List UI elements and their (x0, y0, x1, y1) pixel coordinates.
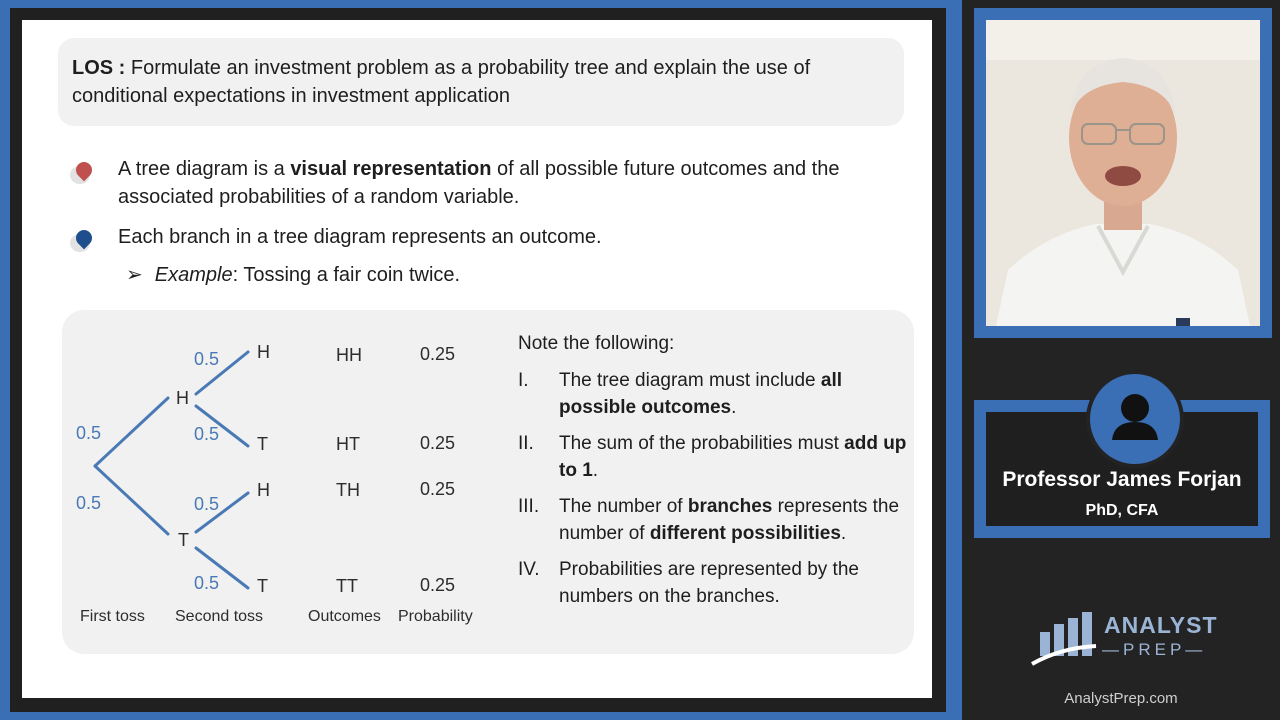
leaf-label: H (257, 342, 270, 362)
los-box (58, 38, 904, 126)
leaf-label: T (257, 576, 268, 596)
los-label: LOS : (72, 57, 126, 79)
probability-value: 0.25 (420, 479, 456, 499)
note-bold-text: branches (687, 496, 773, 517)
note-text: The number of (559, 496, 688, 517)
column-label-second-toss: Second toss (175, 608, 264, 625)
note-text: Probabilities are represented by the numbers on the branches. (559, 559, 859, 607)
column-label-first-toss: First toss (80, 608, 145, 625)
logo-text: ANALYST (1104, 612, 1218, 638)
node-label: H (176, 388, 189, 408)
branch-line (95, 466, 168, 534)
bullet-bold: visual representation (290, 158, 492, 180)
prob-label: 0.5 (194, 424, 220, 444)
presenter-video-frame (974, 8, 1272, 338)
note-text: . (840, 523, 847, 544)
example-label: Example (154, 264, 233, 286)
column-label-probability: Probability (398, 608, 473, 625)
prob-label: 0.5 (76, 493, 102, 513)
leaf-label: T (257, 434, 268, 454)
bullet-tree-definition (118, 155, 908, 211)
probability-value: 0.25 (420, 575, 456, 595)
note-text: The tree diagram must include (559, 370, 821, 391)
note-bold-text: different possibilities (649, 523, 841, 544)
note-text: The sum of the probabilities must (559, 433, 845, 454)
bullet-text: Each branch in a tree diagram represents an outcome. (118, 226, 602, 248)
note-item (518, 367, 910, 421)
note-bold-text: add up to 1 (559, 433, 907, 481)
bullet-text: A tree diagram is a (118, 158, 291, 180)
name-card-inner (986, 412, 1258, 526)
notes-list (518, 330, 910, 619)
logo-bars-icon (1030, 606, 1100, 670)
site-url: AnalystPrep.com (1064, 690, 1178, 707)
bullet-branch (118, 223, 602, 251)
note-item (518, 493, 910, 547)
prob-label: 0.5 (194, 349, 220, 369)
prob-label: 0.5 (194, 494, 220, 514)
column-label-outcomes: Outcomes (308, 608, 381, 625)
note-text: . (592, 460, 599, 481)
slide (22, 20, 932, 698)
los-text: Formulate an investment problem as a probability tree and explain the use of conditional expectations in investment application (72, 57, 811, 107)
outcome-label: HT (336, 434, 360, 454)
leaf-label: H (257, 480, 270, 500)
branch-line (95, 398, 168, 466)
avatar-icon (1086, 370, 1184, 468)
note-item (518, 556, 910, 610)
prob-label: 0.5 (194, 573, 220, 593)
outcome-label: HH (336, 345, 362, 365)
note-number: IV. (518, 559, 540, 580)
bullet-text: of all possible future outcomes and the associated probabilities of a random variable. (118, 158, 840, 208)
presenter-credentials: PhD, CFA (1085, 502, 1159, 519)
navy-bullet-icon (70, 230, 96, 252)
probability-tree-panel (62, 310, 914, 654)
outcome-label: TH (336, 480, 360, 500)
notes-title: Note the following: (518, 333, 675, 354)
probability-value: 0.25 (420, 433, 456, 453)
presenter-column (962, 0, 1280, 720)
red-bullet-icon (70, 162, 96, 184)
presenter-figure (986, 20, 1260, 326)
note-number: II. (518, 433, 534, 454)
logo-subtext: —PREP— (1102, 640, 1207, 659)
note-item (518, 430, 910, 484)
note-text: . (731, 397, 737, 418)
probability-value: 0.25 (420, 344, 456, 364)
presenter-name-card (974, 400, 1270, 538)
presenter-video (986, 20, 1260, 326)
node-label: T (178, 530, 189, 550)
outcome-label: TT (336, 576, 358, 596)
note-number: I. (518, 370, 529, 391)
example-text: : Tossing a fair coin twice. (232, 264, 461, 286)
note-bold-text: all possible outcomes (559, 370, 843, 418)
prob-label: 0.5 (76, 423, 102, 443)
note-text: represents the number of (559, 496, 900, 544)
note-number: III. (518, 496, 540, 517)
analystprep-logo (1030, 606, 1218, 670)
arrow-bullet-icon: ➢ (126, 264, 143, 286)
example-line (126, 262, 460, 287)
presenter-name: Professor James Forjan (1002, 468, 1242, 491)
